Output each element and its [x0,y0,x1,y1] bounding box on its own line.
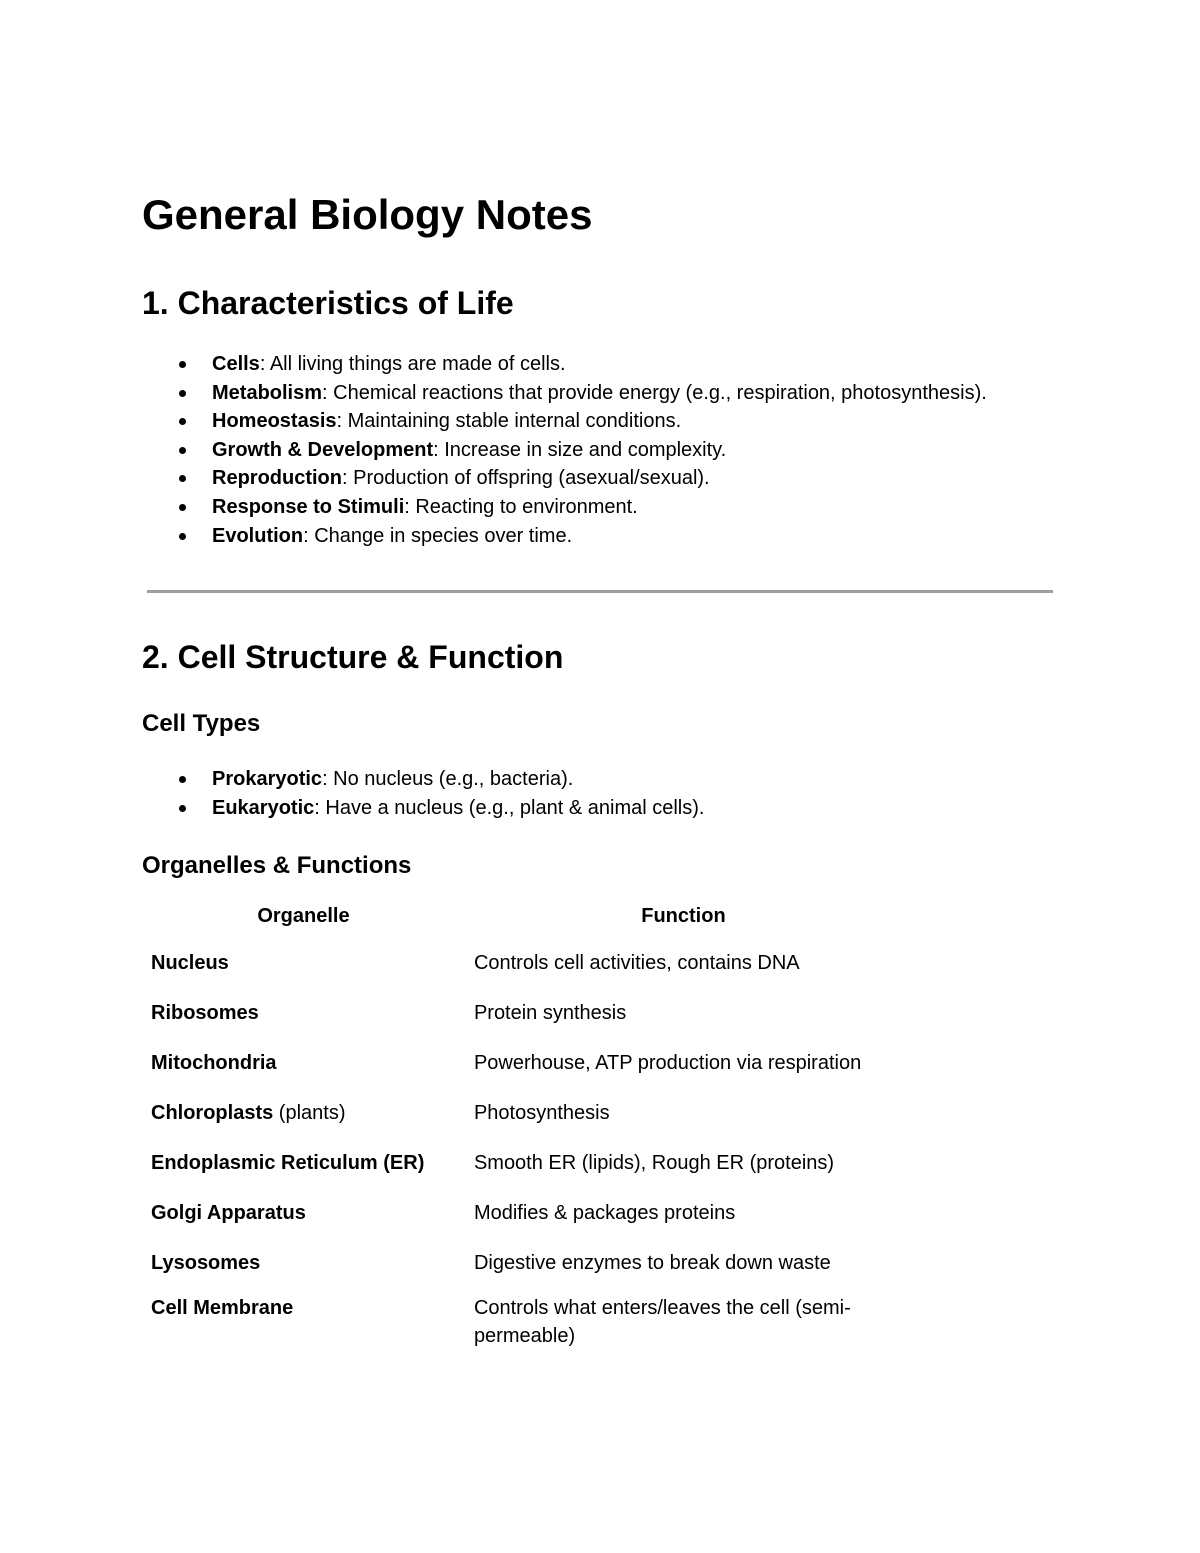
list-item-term: Evolution [212,524,304,547]
organelle-cell [142,1138,465,1188]
bullet-icon [179,475,186,482]
table-row [142,1188,902,1238]
function-cell: Photosynthesis [473,1102,610,1124]
list-item [142,522,987,551]
bullet-icon [179,504,186,511]
list-item [142,350,987,379]
organelle-cell [142,1038,465,1088]
characteristics-list [142,350,987,550]
section-2-heading: 2. Cell Structure & Function [142,639,564,675]
list-item-desc: : Production of offspring (asexual/sexual). [342,467,710,490]
function-cell: Modifies & packages proteins [473,1202,736,1224]
organelles-table [142,894,902,1350]
organelle-name: Mitochondria [151,1052,277,1074]
bullet-icon [179,418,186,425]
list-item [142,379,987,408]
list-item-desc: : No nucleus (e.g., bacteria). [322,768,574,790]
list-item [142,436,987,465]
function-cell: Digestive enzymes to break down waste [473,1252,831,1274]
organelle-name: Endoplasmic Reticulum (ER) [151,1152,425,1174]
list-item-term: Growth & Development [212,438,434,461]
function-cell: Protein synthesis [473,1002,627,1024]
list-item [142,407,987,436]
function-cell: Controls cell activities, contains DNA [473,952,800,974]
column-header-organelle: Organelle [257,904,350,927]
list-item-desc: : All living things are made of cells. [259,353,566,375]
section-1-heading: 1. Characteristics of Life [142,285,514,321]
list-item-term: Eukaryotic [212,796,315,819]
bullet-icon [179,361,186,368]
list-item-desc: : Change in species over time. [303,524,573,547]
list-item [142,765,704,794]
column-header-function: Function [641,904,726,927]
function-cell: Controls what enters/leaves the cell (semi-permeable) [473,1297,851,1347]
bullet-icon [179,390,186,397]
bullet-icon [179,776,186,783]
organelle-name: Nucleus [151,952,229,974]
cell-types-list [142,765,704,822]
list-item-desc: : Chemical reactions that provide energy (e.g., respiration, photosynthesis). [322,381,987,404]
table-header-row [142,894,902,938]
organelle-cell [142,988,465,1038]
list-item [142,464,987,493]
table-row [142,1088,902,1138]
organelle-cell [142,1088,465,1138]
organelle-name: Cell Membrane [151,1297,294,1319]
table-row [142,1288,902,1350]
organelle-cell [142,938,465,988]
list-item [142,493,987,522]
bullet-icon [179,533,186,540]
list-item-term: Prokaryotic [212,768,323,790]
table-row [142,938,902,988]
list-item-term: Response to Stimuli [212,495,405,518]
list-item-desc: : Reacting to environment. [404,495,638,518]
table-row [142,1038,902,1088]
list-item-desc: : Have a nucleus (e.g., plant & animal cells). [314,796,705,819]
list-item-term: Homeostasis [212,410,337,433]
horizontal-divider [147,590,1053,593]
organelle-name: Lysosomes [151,1252,261,1274]
list-item [142,794,704,823]
function-cell: Smooth ER (lipids), Rough ER (proteins) [473,1152,835,1174]
document-title: General Biology Notes [142,191,593,238]
function-cell: Powerhouse, ATP production via respiration [473,1052,862,1074]
organelle-name: Chloroplasts [151,1102,274,1124]
organelle-cell [142,1188,465,1238]
list-item-term: Cells [212,353,260,375]
table-row [142,1138,902,1188]
table-row [142,1238,902,1288]
bullet-icon [179,805,186,812]
organelle-name: Golgi Apparatus [151,1202,306,1224]
cell-types-heading: Cell Types [142,710,261,737]
list-item-desc: : Maintaining stable internal conditions. [336,410,682,433]
organelle-note: (plants) [273,1102,346,1124]
list-item-desc: : Increase in size and complexity. [433,438,727,461]
organelle-cell [142,1238,465,1288]
list-item-term: Metabolism [212,381,323,404]
bullet-icon [179,447,186,454]
list-item-term: Reproduction [212,467,342,490]
organelle-cell [142,1288,465,1350]
organelle-name: Ribosomes [151,1002,259,1024]
table-row [142,988,902,1038]
organelles-heading: Organelles & Functions [142,852,412,879]
